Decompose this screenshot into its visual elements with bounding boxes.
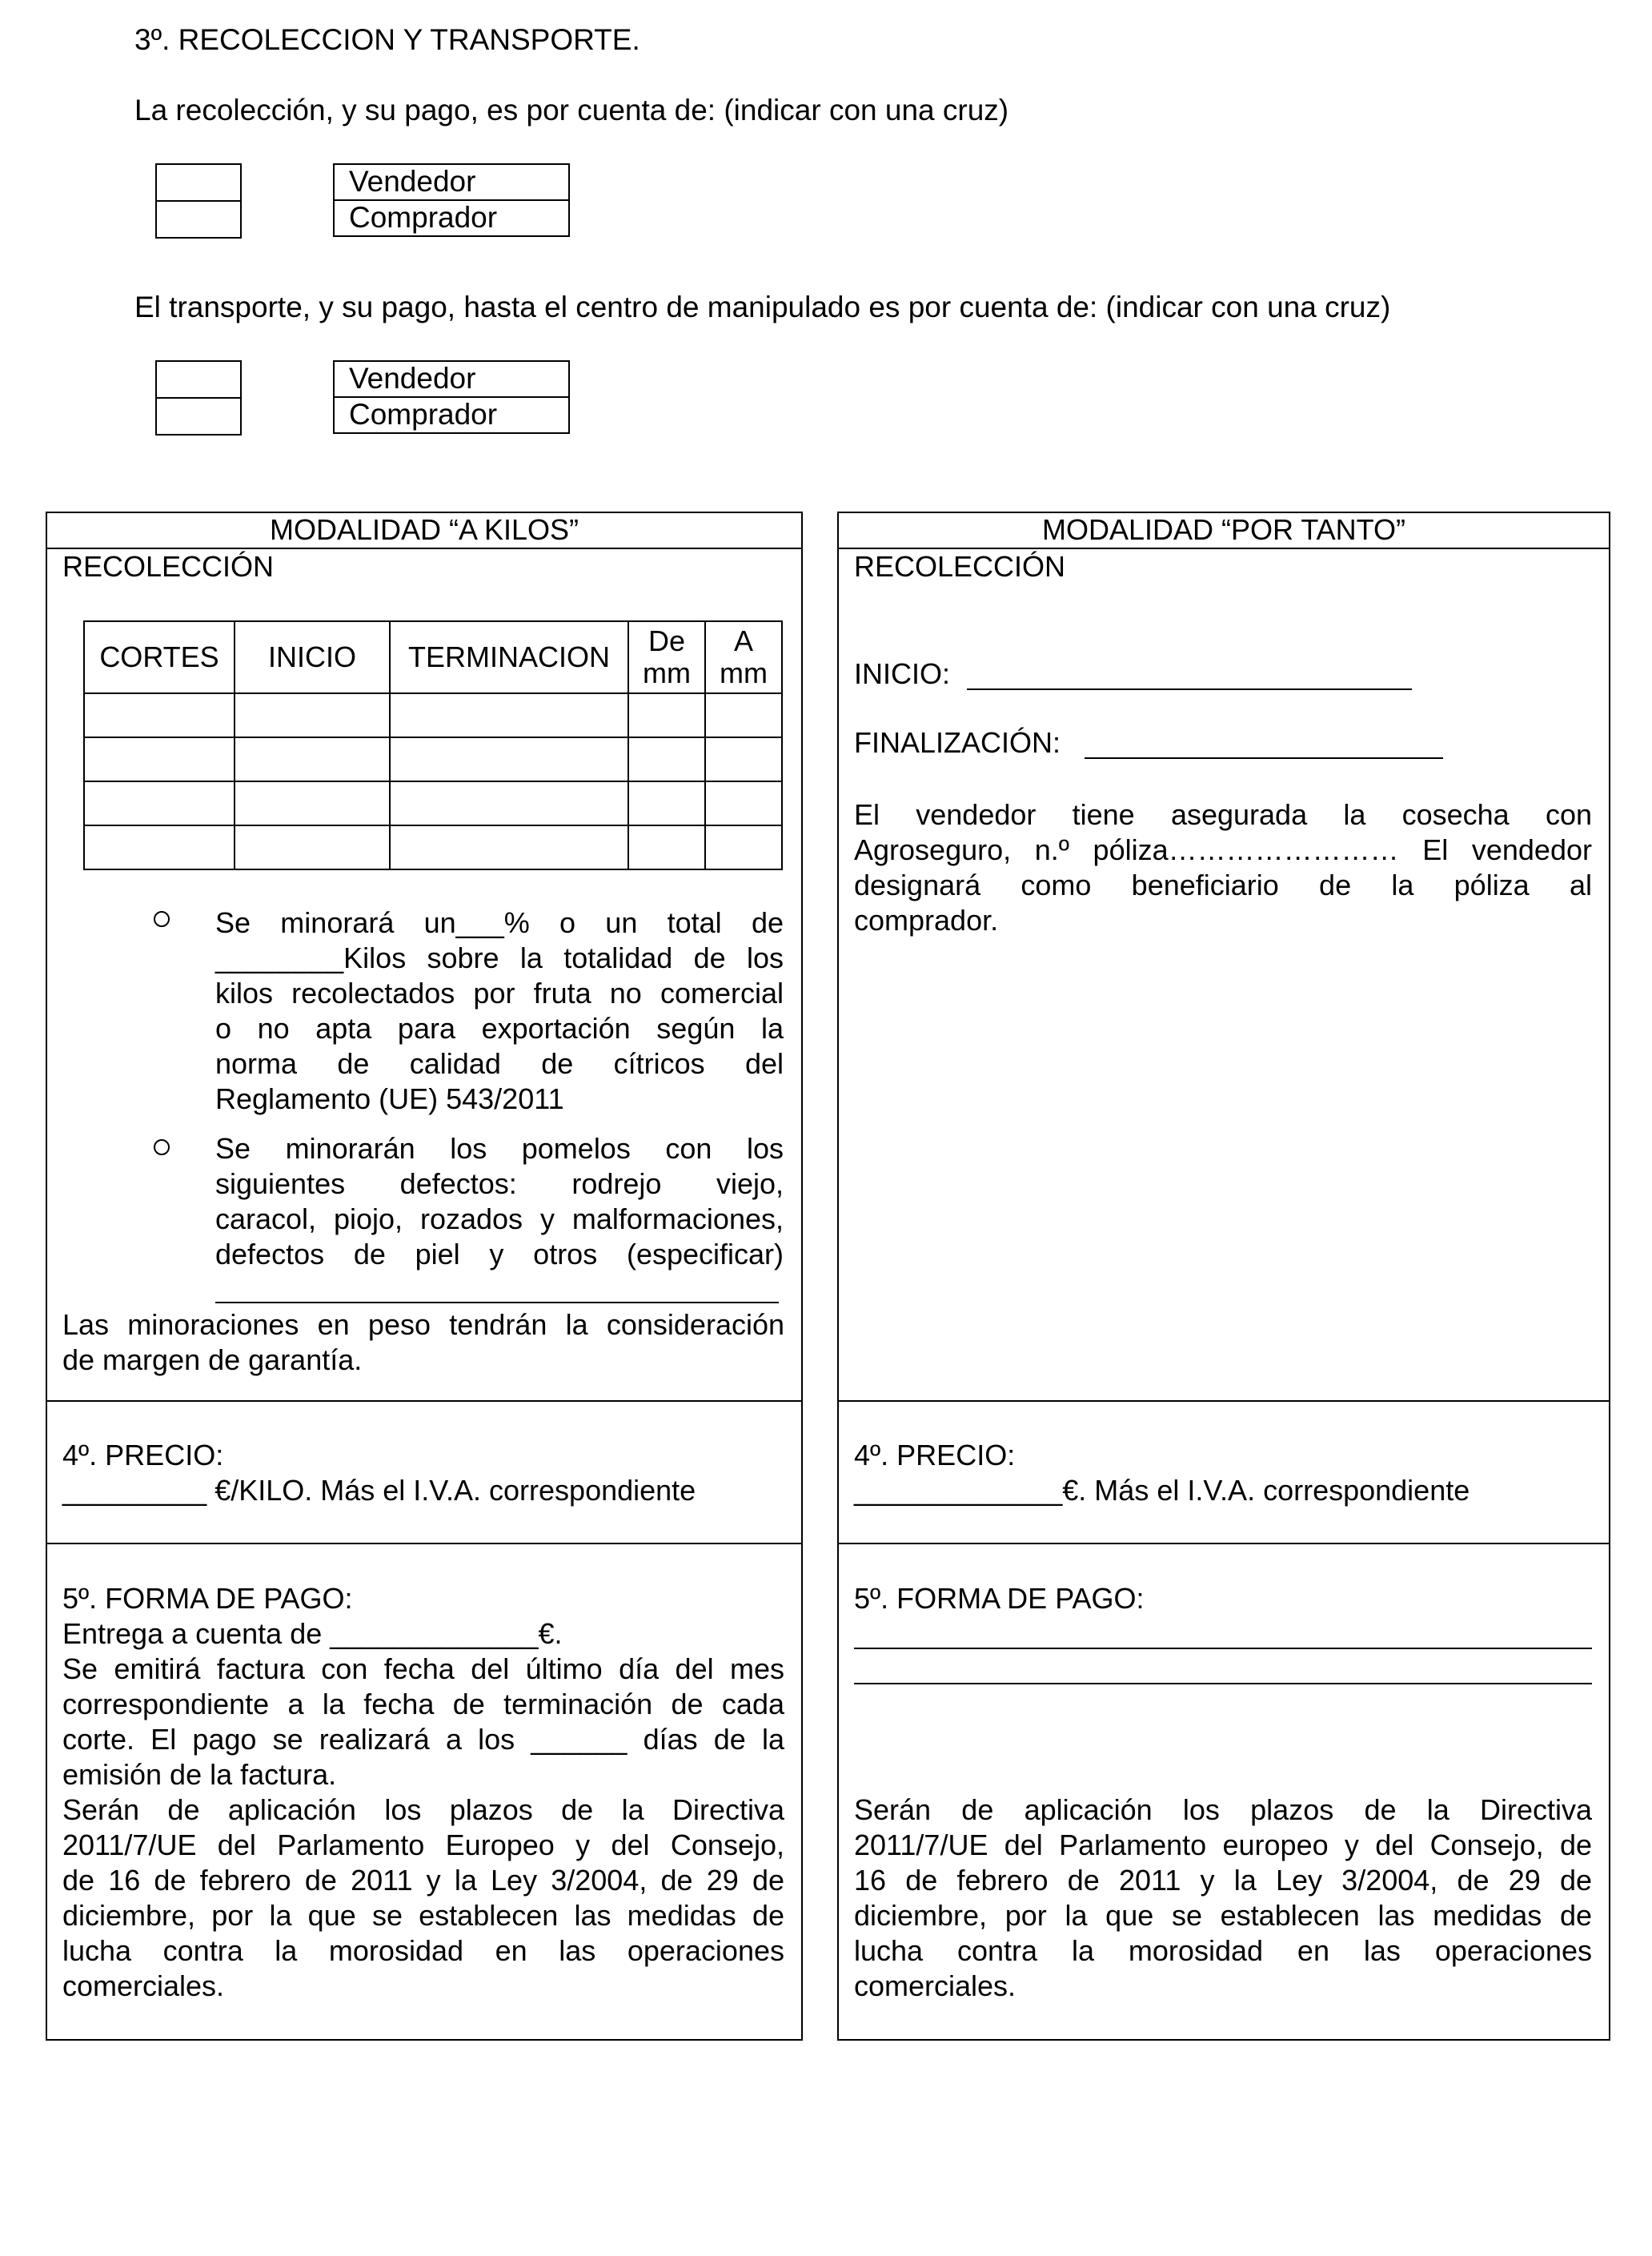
table-cell[interactable]: [235, 693, 390, 737]
table-row: [84, 737, 782, 781]
plazos-line: Serán de aplicación los plazos de la Directiva: [62, 1793, 784, 1826]
minoracion-line: ________Kilos sobre la totalidad de los: [215, 941, 784, 974]
inicio-label: INICIO:: [854, 657, 951, 690]
col-header-inicio: INICIO: [235, 621, 390, 693]
panel-header-kilos: MODALIDAD “A KILOS”: [269, 513, 579, 546]
minoracion-line: o no apta para exportación según la: [215, 1012, 784, 1045]
section-title: 3º. RECOLECCION Y TRANSPORTE.: [134, 23, 640, 56]
seguro-line: designará como beneficiario de la póliza al: [854, 869, 1592, 901]
bullet-circle-icon: [154, 1139, 170, 1155]
option-label-comprador: Comprador: [333, 396, 570, 434]
divider: [837, 1400, 1610, 1402]
table-cell[interactable]: [705, 737, 782, 781]
col-header-de-mm: De mm: [628, 621, 705, 693]
plazos-line: de 16 de febrero de 2011 y la Ley 3/2004, de 29 de: [62, 1864, 784, 1897]
table-row: [84, 825, 782, 869]
panel-header-tanto: MODALIDAD “POR TANTO”: [1041, 513, 1406, 546]
plazos-line: comerciales.: [62, 1969, 225, 2002]
pago-line: correspondiente a la fecha de terminación de cada: [62, 1688, 784, 1720]
table-cell[interactable]: [628, 825, 705, 869]
precio-line: _____________€. Más el I.V.A. correspondiente: [854, 1474, 1470, 1507]
option-label-vendedor: Vendedor: [333, 360, 570, 398]
pago-line: Se emitirá factura con fecha del último día del mes: [62, 1652, 784, 1685]
margen-line: de margen de garantía.: [62, 1343, 363, 1376]
table-cell[interactable]: [84, 825, 235, 869]
table-cell[interactable]: [705, 693, 782, 737]
table-cell[interactable]: [235, 737, 390, 781]
defectos-line: defectos de piel y otros (especificar): [215, 1238, 784, 1271]
defectos-line: siguientes defectos: rodrejo viejo,: [215, 1167, 784, 1200]
option-label-vendedor: Vendedor: [333, 163, 570, 201]
precio-line: _________ €/KILO. Más el I.V.A. correspondiente: [62, 1474, 696, 1507]
table-cell[interactable]: [84, 737, 235, 781]
seguro-line: El vendedor tiene asegurada la cosecha con: [854, 798, 1592, 831]
defectos-line: caracol, piojo, rozados y malformaciones,: [215, 1202, 784, 1235]
table-cell[interactable]: [390, 825, 628, 869]
pago-line: emisión de la factura.: [62, 1758, 337, 1791]
table-cell[interactable]: [705, 781, 782, 825]
bullet-circle-icon: [154, 911, 170, 927]
table-cell[interactable]: [84, 781, 235, 825]
plazos-line: 2011/7/UE del Parlamento europeo y del Consejo, de: [854, 1828, 1592, 1861]
pago-line: Entrega a cuenta de _____________€.: [62, 1617, 563, 1650]
pago-blank-line[interactable]: [854, 1648, 1592, 1649]
pago-blank-line[interactable]: [854, 1683, 1592, 1684]
forma-pago-title: 5º. FORMA DE PAGO:: [854, 1582, 1145, 1615]
seguro-line: Agroseguro, n.º póliza…………………… El vendedor: [854, 833, 1592, 866]
checkbox-transporte-vendedor[interactable]: [155, 360, 242, 399]
table-cell[interactable]: [390, 693, 628, 737]
plazos-line: lucha contra la morosidad en las operaciones: [62, 1934, 784, 1967]
table-cell[interactable]: [390, 737, 628, 781]
minoracion-line: norma de calidad de cítricos del: [215, 1047, 784, 1080]
divider: [46, 1400, 803, 1402]
col-header-cortes: CORTES: [84, 621, 235, 693]
checkbox-recoleccion-comprador[interactable]: [155, 200, 242, 239]
table-row: [84, 693, 782, 737]
recoleccion-label: RECOLECCIÓN: [854, 550, 1066, 583]
finalizacion-blank-line[interactable]: [1085, 757, 1443, 759]
table-cell[interactable]: [705, 825, 782, 869]
option-label-comprador: Comprador: [333, 199, 570, 237]
plazos-line: 2011/7/UE del Parlamento Europeo y del Consejo,: [62, 1828, 784, 1861]
checkbox-transporte-comprador[interactable]: [155, 397, 242, 436]
plazos-line: diciembre, por la que se establecen las medidas de: [854, 1899, 1592, 1932]
divider: [837, 1543, 1610, 1544]
divider: [46, 1543, 803, 1544]
inicio-blank-line[interactable]: [967, 688, 1412, 690]
minoracion-line: Se minorará un___% o un total de: [215, 906, 784, 939]
table-cell[interactable]: [628, 737, 705, 781]
seguro-line: comprador.: [854, 904, 999, 937]
defectos-line: Se minorarán los pomelos con los: [215, 1132, 784, 1165]
question-recoleccion: La recolección, y su pago, es por cuenta de: (indicar con una cruz): [134, 94, 1009, 126]
table-cell[interactable]: [628, 693, 705, 737]
table-cell[interactable]: [235, 825, 390, 869]
precio-title: 4º. PRECIO:: [854, 1439, 1016, 1471]
forma-pago-title: 5º. FORMA DE PAGO:: [62, 1582, 353, 1615]
checkbox-recoleccion-vendedor[interactable]: [155, 163, 242, 202]
pago-line: corte. El pago se realizará a los ______ días de la: [62, 1723, 784, 1756]
plazos-line: Serán de aplicación los plazos de la Directiva: [854, 1793, 1592, 1826]
plazos-line: diciembre, por la que se establecen las medidas de: [62, 1899, 784, 1932]
question-transporte: El transporte, y su pago, hasta el centro de manipulado es por cuenta de: (indicar con una cruz): [134, 291, 1391, 323]
col-header-a-mm: A mm: [705, 621, 782, 693]
margen-line: Las minoraciones en peso tendrán la consideración: [62, 1308, 784, 1341]
table-cell[interactable]: [84, 693, 235, 737]
table-cell[interactable]: [235, 781, 390, 825]
table-cell[interactable]: [390, 781, 628, 825]
minoracion-line: kilos recolectados por fruta no comercial: [215, 977, 784, 1010]
recoleccion-label: RECOLECCIÓN: [62, 550, 275, 583]
finalizacion-label: FINALIZACIÓN:: [854, 726, 1061, 759]
col-header-terminacion: TERMINACION: [390, 621, 628, 693]
plazos-line: 16 de febrero de 2011 y la Ley 3/2004, de 29 de: [854, 1864, 1592, 1897]
minoracion-line: Reglamento (UE) 543/2011: [215, 1082, 564, 1115]
precio-title: 4º. PRECIO:: [62, 1439, 224, 1471]
table-row: [84, 781, 782, 825]
table-cell[interactable]: [628, 781, 705, 825]
plazos-line: lucha contra la morosidad en las operaciones: [854, 1934, 1592, 1967]
plazos-line: comerciales.: [854, 1969, 1016, 2002]
especificar-blank-line[interactable]: [215, 1302, 779, 1303]
cortes-table: [83, 620, 783, 870]
